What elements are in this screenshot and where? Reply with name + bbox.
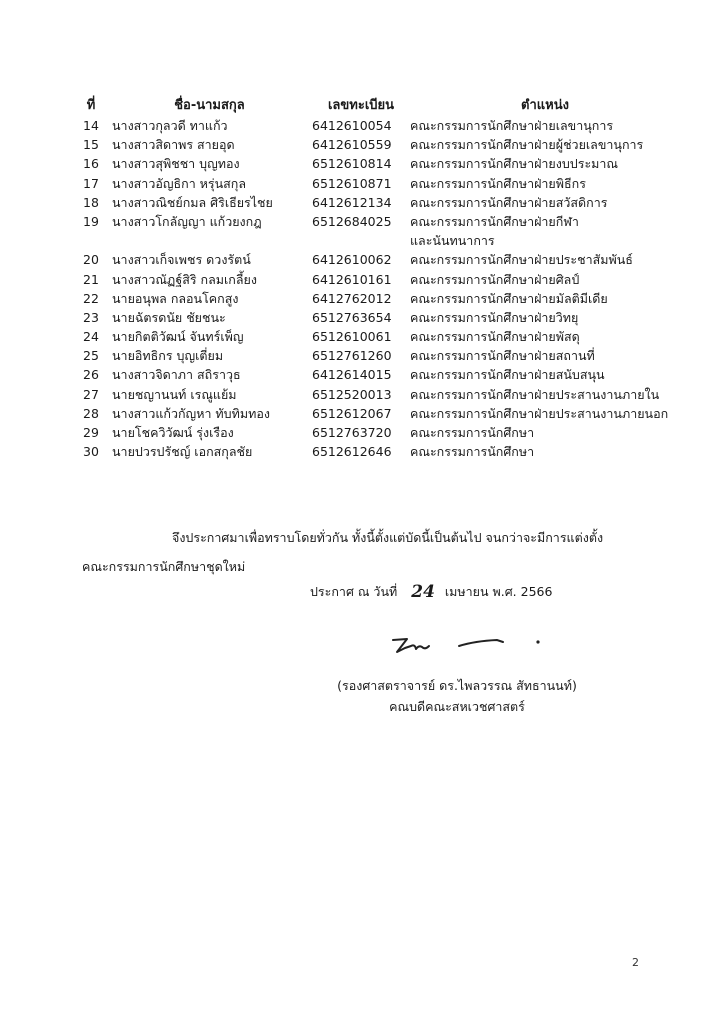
row-position: คณะกรรมการนักศึกษาฝ่ายสถานที่ bbox=[410, 348, 595, 364]
announcement-line-2: คณะกรรมการนักศึกษาชุดใหม่ bbox=[82, 559, 246, 574]
row-student-id: 6512763654 bbox=[312, 309, 392, 325]
announcement-line-1: จึงประกาศมาเพื่อทราบโดยทั่วกัน ทั้งนี้ตั้งแต่บัดนี้เป็นต้นไป จนกว่าจะมีการแต่งตั้ง bbox=[172, 530, 604, 545]
row-student-id: 6412610062 bbox=[312, 252, 392, 268]
date-month-year: เมษายน พ.ศ. 2566 bbox=[444, 584, 553, 599]
row-student-id: 6512612067 bbox=[312, 405, 392, 421]
row-position: คณะกรรมการนักศึกษาฝ่ายวิทยุ bbox=[410, 309, 579, 325]
row-name: นายอนุพล กลอนโคกสูง bbox=[112, 290, 239, 306]
signer-name: (รองศาสตราจารย์ ดร.ไพลวรรณ สัทธานนท์) bbox=[337, 678, 577, 693]
row-name: นายกิตติวัฒน์ จันทร์เพ็ญ bbox=[112, 329, 244, 345]
table-row bbox=[80, 308, 680, 327]
row-number: 27 bbox=[83, 386, 99, 402]
row-name: นางสาวณัฏฐ์สิริ กลมเกลี้ยง bbox=[112, 271, 257, 287]
page-number: 2 bbox=[632, 956, 639, 969]
table-row bbox=[80, 193, 680, 212]
table-header-row bbox=[80, 92, 680, 116]
row-student-id: 6512763720 bbox=[312, 425, 392, 440]
row-position: และนันทนาการ bbox=[410, 233, 495, 249]
signature bbox=[385, 628, 555, 662]
row-number: 30 bbox=[83, 444, 99, 460]
row-number: 26 bbox=[83, 367, 99, 383]
date-line bbox=[310, 582, 552, 602]
row-student-id: 6512610814 bbox=[312, 156, 392, 172]
table-row bbox=[80, 231, 680, 250]
table-row bbox=[80, 212, 680, 231]
row-name: นายฉัตรดนัย ชัยชนะ bbox=[112, 309, 226, 325]
row-name bbox=[102, 231, 307, 250]
row-position: คณะกรรมการนักศึกษา bbox=[410, 425, 535, 440]
row-position: คณะกรรมการนักศึกษาฝ่ายประชาสัมพันธ์ bbox=[410, 252, 633, 268]
row-name: นายปวรปรัชญ์ เอกสกุลชัย bbox=[112, 444, 253, 460]
row-position: คณะกรรมการนักศึกษาฝ่ายเลขานุการ bbox=[410, 118, 614, 133]
table-row bbox=[80, 174, 680, 193]
row-position: คณะกรรมการนักศึกษาฝ่ายผู้ช่วยเลขานุการ bbox=[410, 137, 644, 153]
row-number: 24 bbox=[83, 329, 99, 345]
row-position: คณะกรรมการนักศึกษาฝ่ายมัลติมีเดีย bbox=[410, 290, 608, 306]
row-name: นางสาวณิชย์กมล ศิริเธียรไชย bbox=[112, 194, 273, 210]
row-number: 19 bbox=[83, 213, 99, 229]
row-name: นางสาวเก็จเพชร ดวงรัตน์ bbox=[112, 252, 251, 268]
table-row bbox=[80, 404, 680, 423]
row-position: คณะกรรมการนักศึกษาฝ่ายสนับสนุน bbox=[410, 367, 605, 383]
row-student-id: 6512612646 bbox=[312, 444, 392, 460]
row-student-id: 6412614015 bbox=[312, 367, 392, 383]
row-student-id: 6512610061 bbox=[312, 329, 392, 345]
row-position: คณะกรรมการนักศึกษาฝ่ายพัสดุ bbox=[410, 329, 580, 345]
row-name: นายอิทธิกร บุญเตี่ยม bbox=[112, 348, 224, 364]
row-position: คณะกรรมการนักศึกษาฝ่ายกีฬา bbox=[410, 213, 579, 229]
row-name: นางสาวอัญธิกา หรุ่นสกุล bbox=[112, 175, 247, 191]
row-number: 18 bbox=[83, 194, 99, 210]
row-name: นางสาวจิดาภา สถิราวุธ bbox=[112, 367, 241, 383]
row-number: 23 bbox=[83, 309, 99, 325]
table-row bbox=[80, 365, 680, 384]
row-student-id: 6412610161 bbox=[312, 271, 392, 287]
row-student-id: 6412610054 bbox=[312, 118, 392, 133]
row-student-id: 6512761260 bbox=[312, 348, 392, 364]
row-number: 14 bbox=[83, 118, 99, 133]
row-number: 25 bbox=[83, 348, 99, 364]
table-body bbox=[80, 116, 680, 461]
row-position: คณะกรรมการนักศึกษาฝ่ายงบประมาณ bbox=[410, 156, 619, 172]
row-student-id: 6512610871 bbox=[312, 175, 392, 191]
row-name: นางสาวสุพิชชา บุญทอง bbox=[112, 156, 240, 172]
row-name: นางสาวกุลวดี ทาแก้ว bbox=[112, 118, 228, 133]
row-position: คณะกรรมการนักศึกษาฝ่ายประสานงานภายใน bbox=[410, 386, 660, 402]
row-number: 20 bbox=[83, 252, 99, 268]
header-name: ชื่อ-นามสกุล bbox=[174, 97, 245, 113]
row-name: นายชญานนท์ เรณูแย้ม bbox=[112, 386, 237, 402]
row-number: 22 bbox=[83, 290, 99, 306]
committee-table bbox=[80, 92, 680, 461]
row-number: 21 bbox=[83, 271, 99, 287]
table-row bbox=[80, 250, 680, 269]
header-id: เลขทะเบียน bbox=[327, 97, 395, 113]
row-student-id: 6412612134 bbox=[312, 194, 392, 210]
table-row bbox=[80, 442, 680, 461]
table-row bbox=[80, 327, 680, 346]
row-position: คณะกรรมการนักศึกษาฝ่ายศิลป์ bbox=[410, 271, 580, 287]
row-student-id bbox=[307, 231, 410, 250]
table-row bbox=[80, 154, 680, 173]
header-position: ตำแหน่ง bbox=[521, 97, 569, 113]
table-row bbox=[80, 289, 680, 308]
table-row bbox=[80, 385, 680, 404]
table-row bbox=[80, 135, 680, 154]
signer-title: คณบดีคณะสหเวชศาสตร์ bbox=[389, 699, 525, 714]
row-name: นางสาวโกลัญญา แก้วยงกฎ bbox=[112, 213, 262, 229]
row-name: นายโชควิวัฒน์ รุ่งเรือง bbox=[112, 425, 234, 440]
row-position: คณะกรรมการนักศึกษาฝ่ายพิธีกร bbox=[410, 175, 586, 191]
row-student-id: 6412610559 bbox=[312, 137, 392, 153]
table-row bbox=[80, 346, 680, 365]
row-number: 28 bbox=[83, 405, 99, 421]
row-number: 16 bbox=[83, 156, 99, 172]
row-position: คณะกรรมการนักศึกษาฝ่ายประสานงานภายนอก bbox=[410, 405, 669, 421]
row-position: คณะกรรมการนักศึกษา bbox=[410, 444, 535, 460]
table-row bbox=[80, 423, 680, 442]
row-student-id: 6512520013 bbox=[312, 386, 392, 402]
row-student-id: 6412762012 bbox=[312, 290, 392, 306]
row-name: นางสาวแก้วกัญหา ทับทิมทอง bbox=[112, 405, 270, 421]
table-row bbox=[80, 116, 680, 135]
row-number: 15 bbox=[83, 137, 99, 153]
row-name: นางสาวสิดาพร สายอุด bbox=[112, 137, 235, 153]
row-student-id: 6512684025 bbox=[312, 213, 392, 229]
date-prefix: ประกาศ ณ วันที่ bbox=[310, 584, 398, 599]
row-number: 17 bbox=[83, 175, 99, 191]
signature-drawing bbox=[385, 628, 555, 658]
row-number bbox=[80, 231, 102, 250]
header-no: ที่ bbox=[86, 97, 96, 113]
date-day-handwritten: 24 bbox=[411, 582, 435, 602]
row-position: คณะกรรมการนักศึกษาฝ่ายสวัสดิการ bbox=[410, 194, 608, 210]
row-number: 29 bbox=[83, 425, 99, 440]
table-row bbox=[80, 270, 680, 289]
